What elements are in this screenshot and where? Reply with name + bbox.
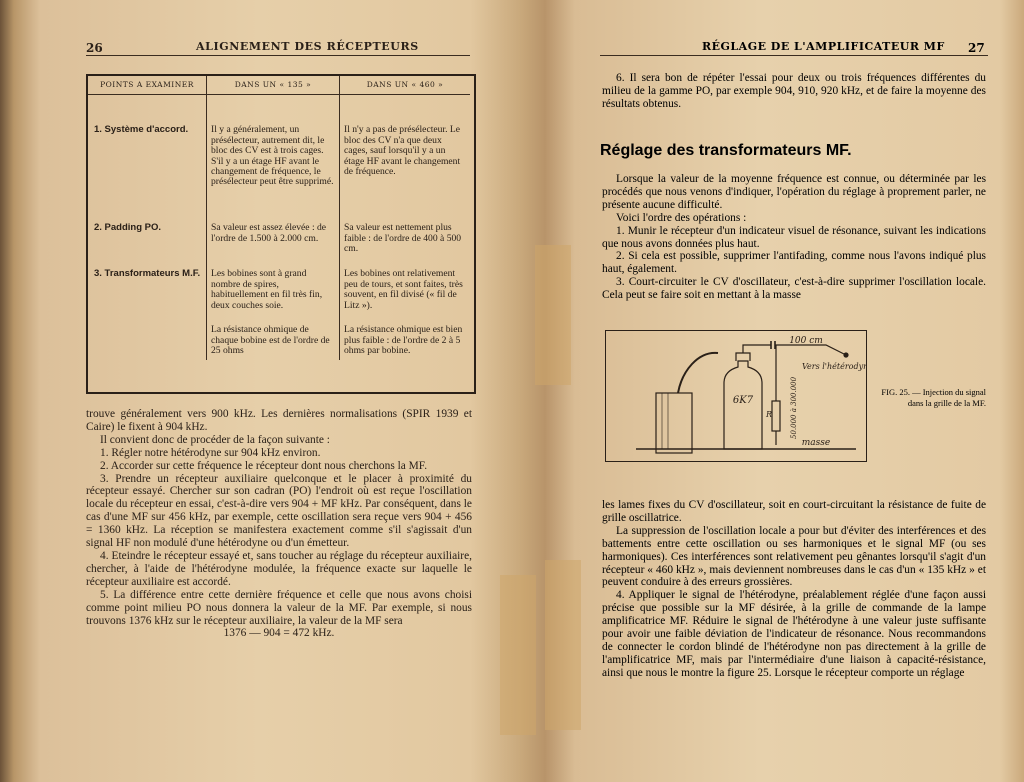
figure-label-ground: masse (801, 438, 831, 448)
tape-strip (500, 575, 536, 735)
paragraph: 3. Prendre un récepteur auxiliaire quelconque et le placer à proximité du récepteur essayé. Chercher sur son cadran (PO) l'endroit où est reçue l'oscillation locale du récepteur en essai, c'est-à-dire vers 904 + MF kHz. Par conséquent, dans le cas d'une MF sur 456 kHz, par exemple, cette oscillation sera reçue vers 904 + 456 = 1360 kHz. La réception se manifestera exactement comme s'il s'agissait d'un signal HF non modulé d'une hétérodyne ou d'un émetteur. (86, 472, 472, 550)
table-row (88, 220, 470, 266)
paragraph: Voici l'ordre des opérations : (616, 211, 747, 224)
table-cell: Il y a généralement, un présélecteur, autrement dit, le bloc des CV est à trois cages. S'il y a un étage HF avant le changement de fréquence, le présélecteur peut être supprimé. (207, 95, 340, 221)
table-header: DANS UN « 135 » (207, 76, 340, 95)
figure-caption: FIG. 25. — Injection du signal dans la grille de la MF. (881, 387, 986, 408)
paragraph: 1. Munir le récepteur d'un indicateur visuel de résonance, suivant les indications que nous avons données plus haut. (602, 224, 986, 250)
paragraph: Il convient donc de procéder de la façon suivante : (100, 433, 330, 446)
figure-label-cap: 100 cm (789, 336, 823, 346)
section-title: Réglage des transformateurs MF. (600, 142, 852, 159)
figure-label-to: Vers l'hétérodyne (802, 362, 866, 371)
paragraph: Lorsque la valeur de la moyenne fréquence est connue, ou déterminée par les procédés que nous venons d'indiquer, l'opération du réglage à proprement parler, ne présente aucune difficulté. (602, 173, 986, 211)
table-row (88, 266, 470, 322)
right-body-text (602, 173, 986, 302)
paragraph: 2. Accorder sur cette fréquence le récepteur dont nous cherchons la MF. (100, 459, 428, 472)
paragraph: 3. Court-circuiter le CV d'oscillateur, c'est-à-dire supprimer l'oscillation locale. Cela peut se faire soit en mettant à la masse (602, 276, 986, 302)
paragraph: La suppression de l'oscillation locale a pour but d'éviter des interférences et des battements entre cette oscillation ou ses harmoniques et le signal MF (ou ses harmoniques). Ces interférences sont relativement peu gênantes lorsqu'il s'agit d'un récepteur « 460 kHz », mais deviennent nombreuses dans le cas d'un « 135 kHz » et peuvent conduire à des erreurs grossières. (602, 524, 986, 589)
paragraph: trouve généralement vers 900 kHz. Les dernières normalisations (SPIR 1939 et Caire) le fixent à 904 kHz. (86, 408, 472, 433)
table-cell: La résistance ohmique de chaque bobine est de l'ordre de 25 ohms (207, 322, 340, 359)
resistor (772, 401, 780, 431)
comparison-table (88, 76, 470, 360)
circuit-diagram (606, 331, 866, 461)
shield-can (656, 393, 692, 453)
running-header: ALIGNEMENT DES RÉCEPTEURS (196, 40, 419, 53)
tape-strip (545, 560, 581, 730)
table-header: DANS UN « 460 » (340, 76, 471, 95)
paragraph: 6. Il sera bon de répéter l'essai pour deux ou trois fréquences différentes du milieu de la gamme PO, par exemple 904, 910, 920 kHz, et de faire la moyenne des résultats obtenus. (602, 72, 986, 110)
table-header: POINTS A EXAMINER (88, 76, 207, 95)
paragraph: 4. Eteindre le récepteur essayé et, sans toucher au réglage du récepteur auxiliaire, chercher, à l'aide de l'hétérodyne modulée, la fréquence exacte sur laquelle le récepteur auxiliaire est accordé. (86, 549, 472, 588)
header-rule (86, 55, 470, 56)
table-cell-point: 2. Padding PO. (94, 222, 162, 234)
table-row (88, 95, 470, 221)
table-cell-point: 1. Système d'accord. (94, 124, 189, 136)
table-cell-point: 3. Transformateurs M.F. (94, 268, 201, 280)
paragraph: 1. Régler notre hétérodyne sur 904 kHz environ. (100, 446, 321, 459)
figure-label-resistor: R (766, 410, 773, 419)
capacitor (771, 341, 775, 349)
equation: 1376 — 904 = 472 kHz. (223, 627, 335, 640)
left-body-text (86, 408, 472, 640)
paragraph: les lames fixes du CV d'oscillateur, soit en court-circuitant la résistance de fuite de grille oscillatrice. (602, 499, 986, 524)
table-cell: Il n'y a pas de présélecteur. Le bloc des CV n'a que deux cages, sauf lorsqu'il y a un étage HF avant le changement de fréquence. (340, 95, 471, 221)
table-cell: Les bobines ont relativement peu de tours, et sont faites, très souvent, en fil divisé (« fil de Litz »). (340, 266, 471, 322)
table-cell-point (88, 322, 207, 359)
running-header: RÉGLAGE DE L'AMPLIFICATEUR MF (702, 40, 945, 53)
page-number: 27 (968, 41, 985, 55)
page-number: 26 (86, 41, 103, 55)
table-cell: Les bobines sont à grand nombre de spires, habituellement en fil très fin, deux couches soie. (207, 266, 340, 322)
shielded-cable (678, 353, 718, 393)
table-cell: Sa valeur est assez élevée : de l'ordre de 1.500 à 2.000 cm. (207, 220, 340, 266)
figure-label-res-value: 50.000 à 300.000 (790, 376, 798, 439)
header-rule (600, 55, 988, 56)
top-paragraph (602, 72, 986, 111)
table-row (88, 322, 470, 359)
paragraph: 5. La différence entre cette dernière fréquence et celle que nous avons choisi comme point milieu PO nous donnera la valeur de la MF. Par exemple, si nous trouvons 1376 kHz sur le récepteur auxiliaire, la valeur de la MF sera (86, 588, 472, 627)
figure-25-circuit (605, 330, 867, 462)
right-bottom-text (602, 499, 986, 680)
paragraph: 4. Appliquer le signal de l'hétérodyne, préalablement réglée d'une façon aussi précise que possible sur la MF désirée, à la grille de commande de la lampe amplificatrice MF. Réduire le signal de l'hétérodyne à une valeur juste suffisante pour avoir une faible déviation de l'indicateur de résonance. Nous recommandons de connecter le cordon blindé de l'hétérodyne non pas directement à la grille de l'amplificatrice MF, mais par l'intermédiaire d'une liaison à capacité-résistance, ainsi que nous le montre la figure 25. Lorsque le récepteur comporte un réglage (602, 589, 986, 679)
paragraph: 2. Si cela est possible, supprimer l'antifading, comme nous l'avons indiqué plus haut, également. (602, 250, 986, 276)
table-cell: La résistance ohmique est bien plus faible : de l'ordre de 2 à 5 ohms par bobine. (340, 322, 471, 359)
tape-strip (535, 245, 571, 385)
table-cell: Sa valeur est nettement plus faible : de l'ordre de 400 à 500 cm. (340, 220, 471, 266)
figure-label-tube: 6K7 (732, 395, 754, 406)
